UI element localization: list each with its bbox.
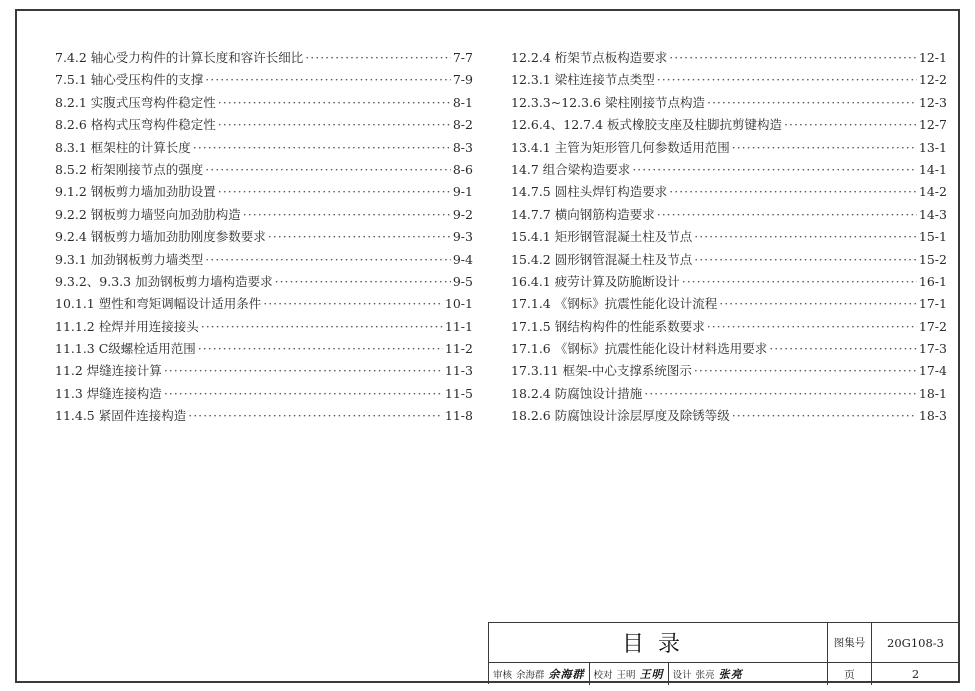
design-label: 设计 [672, 670, 692, 681]
toc-leader-dots [268, 226, 451, 248]
toc-entry-page: 18-1 [918, 385, 947, 401]
toc-leader-dots [275, 271, 451, 293]
toc-entry [55, 204, 473, 226]
toc-entry [511, 293, 947, 315]
toc-entry-title: 13.4.1 主管为矩形管几何参数适用范围 [511, 139, 730, 155]
toc-entry [55, 181, 473, 203]
toc-leader-dots [164, 360, 443, 382]
sheet-title: 目录 [489, 623, 828, 663]
toc-entry [511, 271, 947, 293]
toc-entry-title: 8.2.6 格构式压弯构件稳定性 [55, 117, 216, 133]
toc-entry-title: 15.4.2 圆形钢管混凝土柱及节点 [511, 251, 693, 267]
toc-leader-dots [694, 249, 917, 271]
toc-entry-page: 11-5 [444, 385, 473, 401]
toc-entry [55, 69, 473, 91]
review-name: 余海群 [516, 670, 545, 681]
toc-entry-page: 18-3 [918, 408, 947, 424]
design-signature: 张亮 [718, 668, 743, 681]
toc-leader-dots [188, 405, 443, 427]
toc-entry-page: 9-1 [452, 184, 473, 200]
toc-entry [55, 47, 473, 69]
toc-entry-title: 11.1.3 C级螺栓适用范围 [55, 341, 196, 357]
toc-entry-page: 8-1 [452, 94, 473, 110]
toc-leader-dots [694, 360, 917, 382]
toc-entry-title: 8.5.2 桁架刚接节点的强度 [55, 161, 204, 177]
page-label: 页 [828, 663, 872, 685]
toc-entry-page: 8-6 [452, 161, 473, 177]
toc-entry-title: 11.4.5 紧固件连接构造 [55, 408, 187, 424]
atlas-number-label: 图集号 [828, 623, 872, 663]
toc-leader-dots [707, 316, 917, 338]
toc-left-column [55, 47, 473, 428]
toc-entry-page: 9-3 [452, 229, 473, 245]
toc-entry [55, 271, 473, 293]
toc-entry [55, 159, 473, 181]
toc-entry-page: 12-1 [918, 50, 947, 65]
toc-entry-page: 12-2 [918, 72, 947, 88]
toc-leader-dots [201, 316, 443, 338]
toc-entry [511, 226, 947, 248]
toc-leader-dots [669, 181, 917, 203]
toc-entry-title: 11.2 焊缝连接计算 [55, 363, 162, 379]
toc-entry [55, 293, 473, 315]
toc-leader-dots [732, 137, 917, 159]
toc-entry-title: 12.6.4、12.7.4 板式橡胶支座及柱脚抗剪键构造 [511, 117, 782, 133]
toc-entry [511, 159, 947, 181]
toc-entry-title: 12.3.1 梁柱连接节点类型 [511, 72, 655, 88]
check-name: 王明 [616, 670, 636, 681]
toc-entry [511, 383, 947, 405]
toc-entry-page: 11-8 [444, 408, 473, 424]
toc-entry-page: 17-1 [918, 296, 947, 312]
toc-entry [511, 137, 947, 159]
toc-entry-title: 12.3.3~12.3.6 梁柱刚接节点构造 [511, 94, 705, 110]
toc-entry-page: 9-2 [452, 206, 473, 222]
toc-entry-page: 15-2 [918, 251, 947, 267]
toc-entry-title: 17.1.4 《钢标》抗震性能化设计流程 [511, 296, 718, 312]
toc-leader-dots [164, 383, 443, 405]
toc-entry-page: 12-7 [918, 117, 947, 133]
toc-entry-page: 7-7 [452, 50, 473, 65]
toc-entry [511, 405, 947, 427]
toc-entry [55, 360, 473, 382]
toc-entry-page: 17-2 [918, 318, 947, 334]
toc-entry-title: 14.7 组合梁构造要求 [511, 161, 631, 177]
toc-entry [55, 226, 473, 248]
toc-leader-dots [657, 69, 917, 91]
toc-entry-page: 14-2 [918, 184, 947, 200]
title-block [488, 622, 960, 684]
toc-entry-title: 9.3.2、9.3.3 加劲钢板剪力墙构造要求 [55, 273, 273, 289]
toc-entry [55, 316, 473, 338]
toc-entry [55, 137, 473, 159]
toc-entry-title: 17.3.11 框架-中心支撑系统图示 [511, 363, 692, 379]
toc-entry-title: 18.2.6 防腐蚀设计涂层厚度及除锈等级 [511, 408, 730, 424]
toc-entry [511, 92, 947, 114]
toc-leader-dots [263, 293, 443, 315]
toc-entry [55, 405, 473, 427]
toc-leader-dots [205, 249, 451, 271]
toc-entry [511, 181, 947, 203]
toc-leader-dots [732, 405, 917, 427]
toc-leader-dots [669, 47, 917, 69]
toc-entry-title: 9.2.2 钢板剪力墙竖向加劲肋构造 [55, 206, 241, 222]
toc-entry-page: 17-3 [918, 341, 947, 357]
toc-entry-page: 9-5 [452, 273, 473, 289]
toc-entry-title: 11.1.2 栓焊并用连接接头 [55, 318, 199, 334]
toc-leader-dots [719, 293, 917, 315]
toc-entry-title: 11.3 焊缝连接构造 [55, 385, 162, 401]
toc-entry-title: 10.1.1 塑性和弯矩调幅设计适用条件 [55, 296, 262, 312]
toc-entry [511, 69, 947, 91]
toc-leader-dots [694, 226, 917, 248]
toc-entry-page: 8-2 [452, 117, 473, 133]
toc-entry [55, 92, 473, 114]
toc-leader-dots [769, 338, 917, 360]
toc-leader-dots [205, 69, 451, 91]
toc-leader-dots [305, 47, 451, 69]
toc-entry-title: 7.4.2 轴心受力构件的计算长度和容许长细比 [55, 50, 304, 65]
toc-entry-page: 16-1 [918, 273, 947, 289]
toc-leader-dots [218, 92, 451, 114]
toc-entry-page: 13-1 [918, 139, 947, 155]
toc-leader-dots [198, 338, 443, 360]
toc-entry-page: 14-1 [918, 161, 947, 177]
toc-entry-title: 9.2.4 钢板剪力墙加劲肋刚度参数要求 [55, 229, 266, 245]
toc-entry-title: 17.1.6 《钢标》抗震性能化设计材料选用要求 [511, 341, 768, 357]
toc-entry [511, 114, 947, 136]
toc-entry-page: 11-1 [444, 318, 473, 334]
toc-leader-dots [657, 204, 917, 226]
toc-entry-title: 14.7.5 圆柱头焊钉构造要求 [511, 184, 668, 200]
toc-entry [55, 249, 473, 271]
check-label: 校对 [593, 670, 613, 681]
toc-entry-page: 14-3 [918, 206, 947, 222]
toc-entry-title: 18.2.4 防腐蚀设计措施 [511, 385, 643, 401]
toc-entry-page: 17-4 [918, 363, 947, 379]
toc-entry-page: 10-1 [444, 296, 473, 312]
toc-entry-title: 7.5.1 轴心受压构件的支撑 [55, 72, 204, 88]
toc-entry-page: 12-3 [918, 94, 947, 110]
drawing-sheet [15, 9, 960, 683]
toc-entry-title: 8.3.1 框架柱的计算长度 [55, 139, 191, 155]
toc-entry [511, 47, 947, 69]
toc-right-column [511, 47, 947, 428]
toc-entry-title: 17.1.5 钢结构构件的性能系数要求 [511, 318, 705, 334]
review-signature: 余海群 [548, 668, 585, 681]
toc-entry [511, 360, 947, 382]
toc-entry-title: 12.2.4 桁架节点板构造要求 [511, 50, 668, 65]
toc-entry-title: 8.2.1 实腹式压弯构件稳定性 [55, 94, 216, 110]
toc-leader-dots [205, 159, 451, 181]
toc-leader-dots [193, 137, 451, 159]
toc-entry-title: 15.4.1 矩形钢管混凝土柱及节点 [511, 229, 693, 245]
toc-entry [55, 383, 473, 405]
toc-leader-dots [784, 114, 917, 136]
toc-entry-title: 9.3.1 加劲钢板剪力墙类型 [55, 251, 204, 267]
toc-entry-title: 14.7.7 横向钢筋构造要求 [511, 206, 655, 222]
toc-entry-page: 11-3 [444, 363, 473, 379]
toc-entry-title: 9.1.2 钢板剪力墙加劲肋设置 [55, 184, 216, 200]
toc-leader-dots [218, 181, 451, 203]
toc-entry-page: 11-2 [444, 341, 473, 357]
toc-leader-dots [218, 114, 451, 136]
page-number: 2 [911, 667, 920, 681]
toc-entry [511, 249, 947, 271]
toc-entry-title: 16.4.1 疲劳计算及防脆断设计 [511, 273, 680, 289]
toc-entry [55, 338, 473, 360]
design-name: 张亮 [695, 670, 715, 681]
toc-leader-dots [682, 271, 917, 293]
toc-entry-page: 15-1 [918, 229, 947, 245]
toc-entry [511, 338, 947, 360]
toc-entry [511, 204, 947, 226]
toc-entry-page: 9-4 [452, 251, 473, 267]
toc-leader-dots [644, 383, 917, 405]
toc-leader-dots [707, 92, 917, 114]
toc-entry [55, 114, 473, 136]
review-label: 审核 [493, 670, 513, 681]
check-signature: 王明 [639, 668, 664, 681]
toc-leader-dots [243, 204, 451, 226]
atlas-number: 20G108-3 [872, 623, 959, 663]
toc-leader-dots [632, 159, 917, 181]
toc-entry [511, 316, 947, 338]
signature-row [489, 663, 828, 685]
toc-entry-page: 7-9 [452, 72, 473, 88]
toc-entry-page: 8-3 [452, 139, 473, 155]
